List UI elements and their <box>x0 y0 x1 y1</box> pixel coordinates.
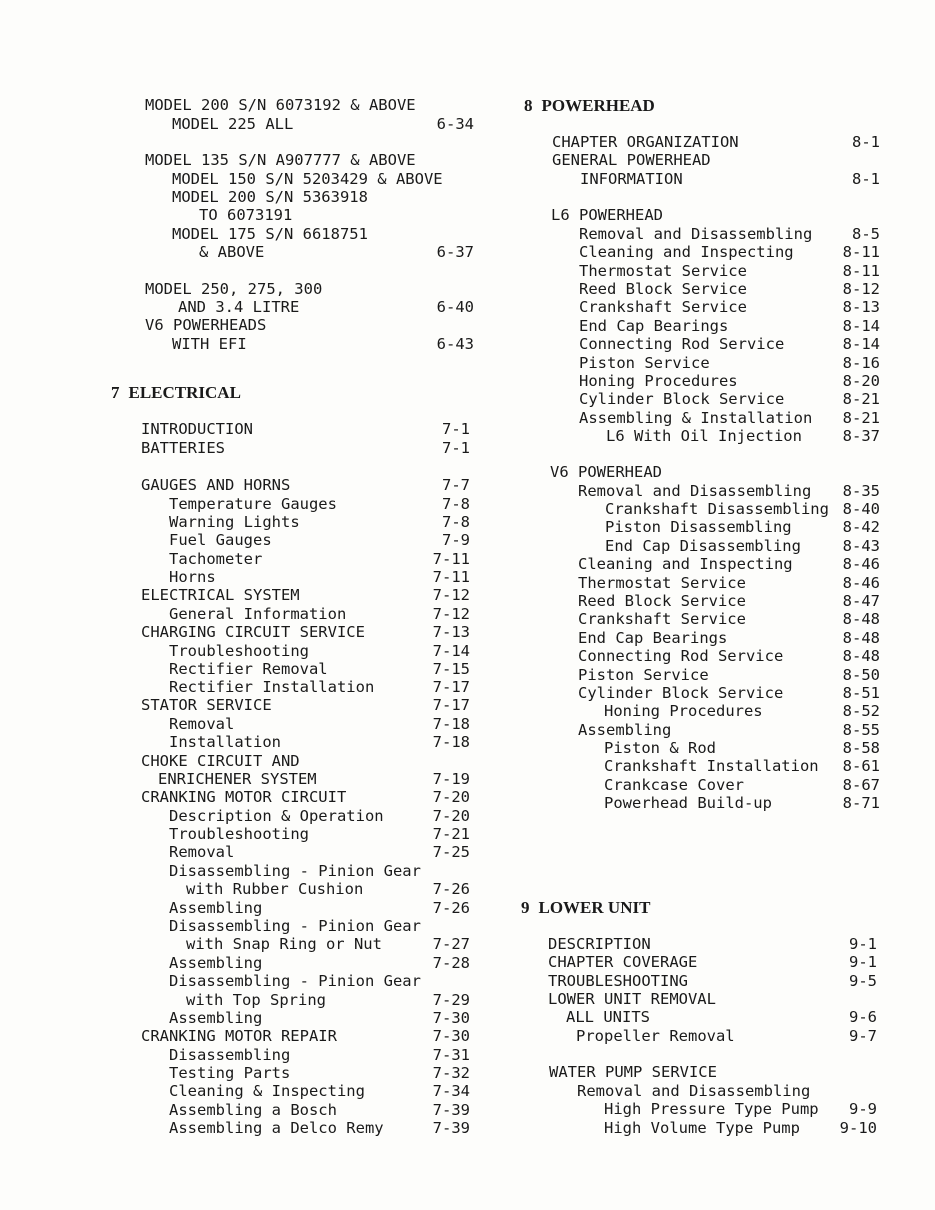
toc-entry: Reed Block Service <box>579 280 747 298</box>
toc-entry: DESCRIPTION <box>548 935 651 953</box>
toc-page-number: 9-6 <box>849 1008 877 1026</box>
toc-entry: MODEL 250, 275, 300 <box>145 280 323 298</box>
toc-page-number: 7-32 <box>432 1064 470 1082</box>
toc-page-number: 8-55 <box>842 721 880 739</box>
toc-entry: Propeller Removal <box>576 1027 735 1045</box>
toc-entry: Assembling a Bosch <box>169 1101 337 1119</box>
toc-page-number: 7-13 <box>432 623 470 641</box>
toc-entry: Testing Parts <box>169 1064 291 1082</box>
toc-page-number: 8-47 <box>842 592 880 610</box>
toc-page-number: 6-37 <box>436 243 474 261</box>
toc-entry: High Pressure Type Pump <box>604 1100 819 1118</box>
toc-page-number: 7-25 <box>432 843 470 861</box>
toc-page-number: 8-40 <box>842 500 880 518</box>
toc-page-number: 7-18 <box>432 733 470 751</box>
toc-entry: Installation <box>169 733 281 751</box>
toc-page-number: 8-46 <box>842 574 880 592</box>
toc-page-number: 8-48 <box>842 647 880 665</box>
toc-page-number: 7-21 <box>432 825 470 843</box>
toc-entry: Piston Disassembling <box>605 518 792 536</box>
toc-entry: GAUGES AND HORNS <box>141 476 291 494</box>
toc-entry: CRANKING MOTOR CIRCUIT <box>141 788 347 806</box>
toc-page-number: 7-17 <box>432 678 470 696</box>
toc-page-number: 8-14 <box>842 335 880 353</box>
toc-entry: Piston & Rod <box>604 739 716 757</box>
toc-entry: Temperature Gauges <box>169 495 337 513</box>
toc-entry: ELECTRICAL SYSTEM <box>141 586 300 604</box>
toc-page-number: 8-13 <box>842 298 880 316</box>
toc-entry: Cylinder Block Service <box>578 684 784 702</box>
toc-entry: Removal <box>169 843 235 861</box>
toc-entry: MODEL 175 S/N 6618751 <box>172 225 368 243</box>
toc-page-number: 9-9 <box>849 1100 877 1118</box>
section-title: ELECTRICAL <box>128 383 241 402</box>
toc-page-number: 8-20 <box>842 372 880 390</box>
toc-page-number: 8-14 <box>842 317 880 335</box>
toc-page-number: 7-19 <box>432 770 470 788</box>
toc-entry: Reed Block Service <box>578 592 746 610</box>
toc-page-number: 8-16 <box>842 354 880 372</box>
toc-entry: Troubleshooting <box>169 825 309 843</box>
toc-entry: Assembling <box>169 899 263 917</box>
toc-entry: with Rubber Cushion <box>186 880 364 898</box>
toc-page-number: 8-11 <box>842 243 880 261</box>
toc-page-number: 7-39 <box>432 1119 470 1137</box>
toc-entry: Assembling <box>578 721 672 739</box>
toc-page-number: 8-46 <box>842 555 880 573</box>
toc-entry: INFORMATION <box>580 170 683 188</box>
toc-page-number: 7-31 <box>432 1046 470 1064</box>
toc-entry: Assembling a Delco Remy <box>169 1119 384 1137</box>
toc-entry: CHARGING CIRCUIT SERVICE <box>141 623 365 641</box>
toc-entry: Connecting Rod Service <box>578 647 784 665</box>
toc-page-number: 8-37 <box>842 427 880 445</box>
toc-entry: Removal and Disassembling <box>579 225 813 243</box>
toc-entry: MODEL 200 S/N 6073192 & ABOVE <box>145 96 416 114</box>
toc-entry: Rectifier Removal <box>169 660 328 678</box>
toc-entry: Disassembling - Pinion Gear <box>169 862 421 880</box>
toc-entry: Description & Operation <box>169 807 384 825</box>
toc-entry: Crankshaft Service <box>579 298 747 316</box>
toc-entry: TROUBLESHOOTING <box>548 972 688 990</box>
toc-page-number: 7-7 <box>442 476 470 494</box>
toc-entry: V6 POWERHEADS <box>145 316 267 334</box>
toc-page-number: 8-52 <box>842 702 880 720</box>
toc-page-number: 6-43 <box>436 335 474 353</box>
toc-entry: V6 POWERHEAD <box>550 463 662 481</box>
toc-page-number: 7-26 <box>432 880 470 898</box>
section-heading <box>521 898 650 918</box>
toc-entry: Warning Lights <box>169 513 300 531</box>
toc-entry: L6 POWERHEAD <box>551 206 663 224</box>
section-number: 8 <box>524 96 533 115</box>
toc-page-number: 8-58 <box>842 739 880 757</box>
toc-page-number: 7-20 <box>432 807 470 825</box>
toc-entry: Cylinder Block Service <box>579 390 785 408</box>
toc-page-number: 8-67 <box>842 776 880 794</box>
toc-page-number: 7-12 <box>432 586 470 604</box>
toc-entry: Removal and Disassembling <box>578 482 812 500</box>
toc-entry: Honing Procedures <box>604 702 763 720</box>
toc-page-number: 8-43 <box>842 537 880 555</box>
toc-page-number: 7-20 <box>432 788 470 806</box>
toc-page-number: 8-1 <box>852 170 880 188</box>
section-heading <box>524 96 655 116</box>
toc-entry: Assembling & Installation <box>579 409 813 427</box>
toc-page-number: 7-34 <box>432 1082 470 1100</box>
toc-entry: AND 3.4 LITRE <box>178 298 300 316</box>
toc-entry: Thermostat Service <box>579 262 747 280</box>
toc-page-number: 6-40 <box>436 298 474 316</box>
toc-entry: Connecting Rod Service <box>579 335 785 353</box>
toc-entry: Thermostat Service <box>578 574 746 592</box>
toc-page-number: 9-7 <box>849 1027 877 1045</box>
toc-page-number: 8-48 <box>842 610 880 628</box>
toc-entry: CHAPTER ORGANIZATION <box>552 133 739 151</box>
toc-entry: Tachometer <box>169 550 263 568</box>
toc-page-number: 8-48 <box>842 629 880 647</box>
toc-page-number: 8-11 <box>842 262 880 280</box>
toc-entry: STATOR SERVICE <box>141 696 272 714</box>
section-title: POWERHEAD <box>541 96 655 115</box>
toc-entry: ENRICHENER SYSTEM <box>158 770 317 788</box>
toc-page-number: 9-10 <box>839 1119 877 1137</box>
toc-page-number: 7-26 <box>432 899 470 917</box>
toc-page-number: 7-27 <box>432 935 470 953</box>
toc-page-number: 8-12 <box>842 280 880 298</box>
toc-entry: CRANKING MOTOR REPAIR <box>141 1027 337 1045</box>
toc-page-number: 7-14 <box>432 642 470 660</box>
toc-page-number: 8-71 <box>842 794 880 812</box>
toc-entry: GENERAL POWERHEAD <box>552 151 711 169</box>
toc-entry: Assembling <box>169 1009 263 1027</box>
toc-page-number: 7-12 <box>432 605 470 623</box>
section-number: 9 <box>521 898 530 917</box>
toc-page-number: 8-35 <box>842 482 880 500</box>
toc-entry: ALL UNITS <box>566 1008 650 1026</box>
toc-entry: Piston Service <box>578 666 709 684</box>
toc-entry: Fuel Gauges <box>169 531 272 549</box>
toc-page-number: 7-29 <box>432 991 470 1009</box>
toc-page-number: 7-8 <box>442 513 470 531</box>
toc-entry: Removal <box>169 715 235 733</box>
toc-page-number: 7-30 <box>432 1009 470 1027</box>
toc-page-number: 7-17 <box>432 696 470 714</box>
toc-page-number: 6-34 <box>436 115 474 133</box>
toc-entry: Crankshaft Disassembling <box>605 500 829 518</box>
toc-page-number: 8-21 <box>842 409 880 427</box>
toc-page-number: 7-11 <box>432 568 470 586</box>
toc-page-number: 8-5 <box>852 225 880 243</box>
toc-entry: Assembling <box>169 954 263 972</box>
toc-entry: WATER PUMP SERVICE <box>549 1063 717 1081</box>
toc-entry: Powerhead Build-up <box>604 794 772 812</box>
toc-entry: End Cap Bearings <box>579 317 729 335</box>
toc-entry: MODEL 135 S/N A907777 & ABOVE <box>145 151 416 169</box>
toc-page-number: 7-9 <box>442 531 470 549</box>
toc-entry: WITH EFI <box>172 335 247 353</box>
toc-entry: Disassembling - Pinion Gear <box>169 917 421 935</box>
toc-entry: Rectifier Installation <box>169 678 375 696</box>
toc-entry: TO 6073191 <box>199 206 293 224</box>
toc-page-number: 7-15 <box>432 660 470 678</box>
toc-entry: & ABOVE <box>199 243 265 261</box>
toc-entry: INTRODUCTION <box>141 420 253 438</box>
toc-entry: Crankshaft Installation <box>604 757 819 775</box>
toc-page-number: 8-42 <box>842 518 880 536</box>
toc-entry: End Cap Bearings <box>578 629 728 647</box>
toc-entry: Disassembling <box>169 1046 291 1064</box>
toc-entry: LOWER UNIT REMOVAL <box>548 990 716 1008</box>
toc-page-number: 8-21 <box>842 390 880 408</box>
toc-page-number: 9-1 <box>849 935 877 953</box>
toc-entry: Cleaning & Inspecting <box>169 1082 365 1100</box>
toc-entry: Disassembling - Pinion Gear <box>169 972 421 990</box>
toc-page-number: 8-1 <box>852 133 880 151</box>
toc-entry: Cleaning and Inspecting <box>579 243 794 261</box>
toc-page-number: 7-8 <box>442 495 470 513</box>
toc-entry: with Snap Ring or Nut <box>186 935 382 953</box>
section-heading <box>111 383 241 403</box>
toc-entry: Horns <box>169 568 216 586</box>
toc-entry: Honing Procedures <box>579 372 738 390</box>
toc-page-number: 7-1 <box>442 439 470 457</box>
toc-entry: L6 With Oil Injection <box>606 427 802 445</box>
toc-page-number: 7-39 <box>432 1101 470 1119</box>
toc-page-number: 8-50 <box>842 666 880 684</box>
toc-entry: MODEL 225 ALL <box>172 115 294 133</box>
toc-entry: End Cap Disassembling <box>605 537 801 555</box>
toc-page-number: 7-28 <box>432 954 470 972</box>
toc-page-number: 7-11 <box>432 550 470 568</box>
toc-page-number: 9-1 <box>849 953 877 971</box>
toc-page-number: 9-5 <box>849 972 877 990</box>
toc-page-number: 7-30 <box>432 1027 470 1045</box>
toc-entry: CHAPTER COVERAGE <box>548 953 698 971</box>
toc-entry: MODEL 150 S/N 5203429 & ABOVE <box>172 170 443 188</box>
toc-entry: Piston Service <box>579 354 710 372</box>
toc-entry: MODEL 200 S/N 5363918 <box>172 188 368 206</box>
toc-page-number: 7-18 <box>432 715 470 733</box>
section-number: 7 <box>111 383 120 402</box>
toc-page-number: 7-1 <box>442 420 470 438</box>
toc-entry: Troubleshooting <box>169 642 309 660</box>
toc-entry: Cleaning and Inspecting <box>578 555 793 573</box>
toc-page-number: 8-61 <box>842 757 880 775</box>
toc-page-number: 8-51 <box>842 684 880 702</box>
toc-entry: Removal and Disassembling <box>577 1082 811 1100</box>
toc-entry: CHOKE CIRCUIT AND <box>141 752 300 770</box>
toc-entry: with Top Spring <box>186 991 326 1009</box>
toc-entry: BATTERIES <box>141 439 225 457</box>
section-title: LOWER UNIT <box>538 898 651 917</box>
toc-entry: Crankshaft Service <box>578 610 746 628</box>
toc-entry: General Information <box>169 605 347 623</box>
toc-entry: Crankcase Cover <box>604 776 744 794</box>
toc-entry: High Volume Type Pump <box>604 1119 800 1137</box>
